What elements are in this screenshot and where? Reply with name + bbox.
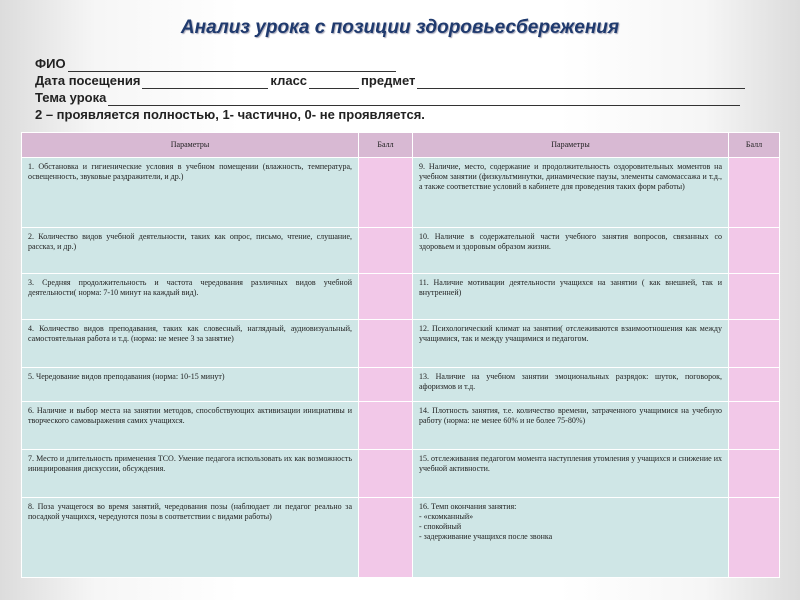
header-score-left: Балл: [359, 133, 413, 158]
score-cell[interactable]: [359, 320, 413, 368]
scale-note: 2 – проявляется полностью, 1- частично, 0- не проявляется.: [35, 107, 425, 122]
table-header-row: [22, 133, 780, 158]
score-cell[interactable]: [359, 158, 413, 228]
table-row: [22, 320, 780, 368]
table-row: [22, 450, 780, 498]
analysis-table: [21, 132, 780, 578]
score-cell[interactable]: [729, 402, 780, 450]
score-cell[interactable]: [729, 498, 780, 578]
table-row: [22, 158, 780, 228]
subject-blank[interactable]: [417, 76, 745, 89]
form-header: [35, 55, 780, 123]
date-blank[interactable]: [142, 76, 268, 89]
topic-line: [35, 89, 780, 106]
fio-label: ФИО: [35, 56, 66, 71]
table-row: [22, 368, 780, 402]
page-title: Анализ урока с позиции здоровьесбережения: [180, 17, 620, 38]
visit-line: [35, 72, 780, 89]
header-params-left: Параметры: [22, 133, 359, 158]
param-cell: 5. Чередование видов преподавания (норма: 10-15 минут): [22, 368, 359, 402]
list-item: - задерживание учащихся после звонка: [419, 532, 553, 541]
table-row: [22, 228, 780, 274]
score-cell[interactable]: [729, 228, 780, 274]
param-cell: 9. Наличие, место, содержание и продолжительность оздоровительных моментов на учебном занятии (физкультминутки, динамические паузы, элементы самомассажа и т.д., а также соответствие условий в кабинете для проведения таких форм работы): [413, 158, 729, 228]
topic-blank[interactable]: [108, 93, 740, 106]
topic-label: Тема урока: [35, 90, 107, 105]
date-label: Дата посещения: [35, 73, 141, 88]
scale-line: [35, 106, 780, 123]
class-blank[interactable]: [309, 76, 359, 89]
param-cell: 1. Обстановка и гигиенические условия в учебном помещении (влажность, температура, освещенность, звуковые раздражители, и др.): [22, 158, 359, 228]
score-cell[interactable]: [359, 402, 413, 450]
table-row: [22, 274, 780, 320]
score-cell[interactable]: [359, 368, 413, 402]
fio-blank[interactable]: [68, 59, 396, 72]
header-params-right: Параметры: [413, 133, 729, 158]
score-cell[interactable]: [729, 450, 780, 498]
tempo-options: [419, 512, 722, 542]
param-cell: 10. Наличие в содержательной части учебного занятия вопросов, связанных со здоровьем и здоровым образом жизни.: [413, 228, 729, 274]
list-item: - «скомканный»: [419, 512, 474, 521]
param-cell: [413, 498, 729, 578]
score-cell[interactable]: [729, 368, 780, 402]
analysis-table-wrap: [21, 132, 779, 578]
tempo-title: 16. Темп окончания занятия:: [419, 502, 517, 511]
param-cell: 2. Количество видов учебной деятельности, таких как опрос, письмо, чтение, слушание, рассказ, и др.): [22, 228, 359, 274]
param-cell: 7. Место и длительность применения ТСО. Умение педагога использовать их как возможность инициирования дискуссии, обсуждения.: [22, 450, 359, 498]
header-score-right: Балл: [729, 133, 780, 158]
score-cell[interactable]: [729, 158, 780, 228]
score-cell[interactable]: [729, 274, 780, 320]
list-item: - спокойный: [419, 522, 462, 531]
score-cell[interactable]: [729, 320, 780, 368]
score-cell[interactable]: [359, 450, 413, 498]
param-cell: 12. Психологический климат на занятии( отслеживаются взаимоотношения как между учащимися, так и между учащимися и педагогом.: [413, 320, 729, 368]
param-cell: 3. Средняя продолжительность и частота чередования различных видов учебной деятельности( норма: 7-10 минут на каждый вид).: [22, 274, 359, 320]
param-cell: 13. Наличие на учебном занятии эмоциональных разрядок: шуток, поговорок, афоризмов и т.д.: [413, 368, 729, 402]
score-cell[interactable]: [359, 228, 413, 274]
subject-label: предмет: [361, 73, 416, 88]
table-row: [22, 498, 780, 578]
param-cell: 15. отслеживания педагогом момента наступления утомления у учащихся и снижение их учебной активности.: [413, 450, 729, 498]
param-cell: 6. Наличие и выбор места на занятии методов, способствующих активизации инициативы и творческого самовыражения самих учащихся.: [22, 402, 359, 450]
score-cell[interactable]: [359, 274, 413, 320]
param-cell: 4. Количество видов преподавания, таких как словесный, наглядный, аудиовизуальный, самостоятельная работа и т.д. (норма: не менее 3 за занятие): [22, 320, 359, 368]
param-cell: 11. Наличие мотивации деятельности учащихся на занятии ( как внешней, так и внутренней): [413, 274, 729, 320]
score-cell[interactable]: [359, 498, 413, 578]
class-label: класс: [270, 73, 308, 88]
param-cell: 8. Поза учащегося во время занятий, чередования позы (наблюдает ли педагог реально за посадкой учащихся, чередуются позы в соответствии с видами работы): [22, 498, 359, 578]
param-cell: 14. Плотность занятия, т.е. количество времени, затраченного учащимися на учебную работу (норма: не менее 60% и не более 75-80%): [413, 402, 729, 450]
table-row: [22, 402, 780, 450]
fio-line: [35, 55, 780, 72]
